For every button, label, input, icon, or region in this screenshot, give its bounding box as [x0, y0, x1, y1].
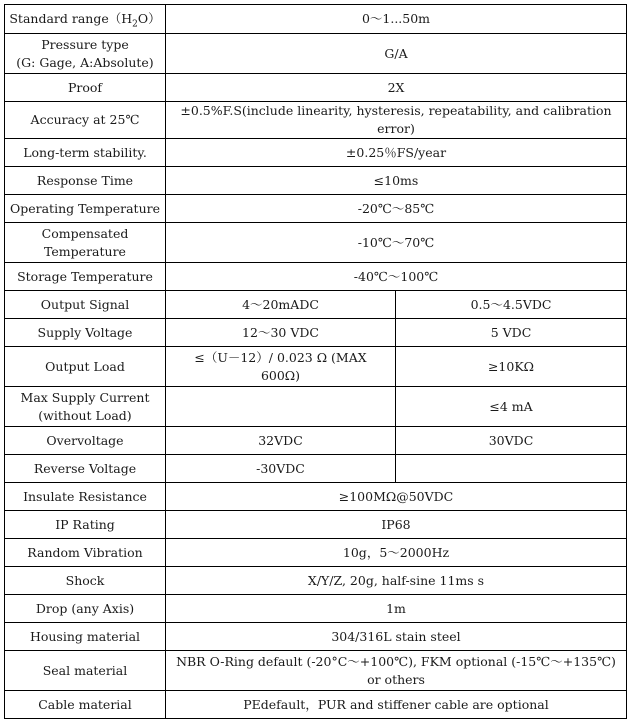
- row-label-cable-material: Cable material: [5, 691, 166, 719]
- row-label-operating-temperature: Operating Temperature: [5, 195, 166, 223]
- row-value-voltage: ≥10KΩ: [396, 347, 627, 387]
- table-row: [5, 34, 627, 74]
- row-value-current: 4～20mADC: [166, 291, 396, 319]
- table-row: [5, 139, 627, 167]
- row-value: -10℃～70℃: [166, 223, 627, 263]
- table-row: [5, 567, 627, 595]
- table-row: [5, 691, 627, 719]
- value-line: ≤（U－12）/ 0.023 Ω (MAX: [194, 349, 367, 365]
- row-value-voltage: 30VDC: [396, 427, 627, 455]
- table-row: [5, 595, 627, 623]
- table-row: [5, 263, 627, 291]
- row-value-voltage: 0.5～4.5VDC: [396, 291, 627, 319]
- row-label-long-term-stability: Long-term stability.: [5, 139, 166, 167]
- row-value: [166, 651, 627, 691]
- label-line: Compensated: [41, 225, 129, 241]
- table-row: [5, 347, 627, 387]
- row-label-compensated-temperature: [5, 223, 166, 263]
- value-line: or others: [367, 671, 425, 687]
- row-label-shock: Shock: [5, 567, 166, 595]
- row-value-voltage: 5 VDC: [396, 319, 627, 347]
- row-label-output-signal: Output Signal: [5, 291, 166, 319]
- row-value: ≤10ms: [166, 167, 627, 195]
- row-label-accuracy: Accuracy at 25℃: [5, 102, 166, 139]
- table-row: [5, 623, 627, 651]
- row-value: 10g，5～2000Hz: [166, 539, 627, 567]
- row-label-housing-material: Housing material: [5, 623, 166, 651]
- row-value: -40℃～100℃: [166, 263, 627, 291]
- table-row: [5, 483, 627, 511]
- row-value-current: 32VDC: [166, 427, 396, 455]
- label-line: (without Load): [38, 407, 132, 423]
- label-line: Pressure type: [41, 36, 129, 52]
- table-row: [5, 539, 627, 567]
- table-row: [5, 5, 627, 34]
- row-value: ±0.5%F.S(include linearity, hysteresis, repeatability, and calibration error): [166, 102, 627, 139]
- row-value: ≥100MΩ@50VDC: [166, 483, 627, 511]
- table-row: [5, 651, 627, 691]
- row-value: 0～1...50m: [166, 5, 627, 34]
- spec-table: [4, 4, 627, 719]
- row-label-random-vibration: Random Vibration: [5, 539, 166, 567]
- row-label-supply-voltage: Supply Voltage: [5, 319, 166, 347]
- label-line: Max Supply Current: [20, 389, 150, 405]
- table-row: [5, 511, 627, 539]
- row-value-current: 12～30 VDC: [166, 319, 396, 347]
- row-label-reverse-voltage: Reverse Voltage: [5, 455, 166, 483]
- row-value-current: -30VDC: [166, 455, 396, 483]
- row-value-current: [166, 387, 396, 427]
- value-line: 600Ω): [260, 367, 301, 383]
- table-row: [5, 291, 627, 319]
- label-line: Temperature: [44, 243, 126, 259]
- row-label-max-supply-current: [5, 387, 166, 427]
- table-row: [5, 167, 627, 195]
- table-row: [5, 387, 627, 427]
- row-value: IP68: [166, 511, 627, 539]
- row-label-response-time: Response Time: [5, 167, 166, 195]
- row-label-pressure-type: [5, 34, 166, 74]
- row-value: 1m: [166, 595, 627, 623]
- row-value-current: [166, 347, 396, 387]
- table-row: [5, 427, 627, 455]
- row-label-drop: Drop (any Axis): [5, 595, 166, 623]
- table-row: [5, 74, 627, 102]
- row-label-standard-range: Standard $range(H_2O)$: [5, 5, 166, 34]
- row-value: 2X: [166, 74, 627, 102]
- label-line: (G: Gage, A:Absolute): [16, 54, 154, 70]
- row-value-voltage: [396, 455, 627, 483]
- row-label-seal-material: Seal material: [5, 651, 166, 691]
- row-label-overvoltage: Overvoltage: [5, 427, 166, 455]
- table-row: [5, 195, 627, 223]
- table-row: [5, 319, 627, 347]
- row-label-storage-temperature: Storage Temperature: [5, 263, 166, 291]
- value-line: NBR O-Ring default (-20°C～+100℃), FKM optional (-15℃～+135℃): [176, 653, 616, 669]
- row-value: ±0.25％FS/year: [166, 139, 627, 167]
- table-row: [5, 102, 627, 139]
- row-label-ip-rating: IP Rating: [5, 511, 166, 539]
- row-value: PEdefault，PUR and stiffener cable are optional: [166, 691, 627, 719]
- row-label-output-load: Output Load: [5, 347, 166, 387]
- row-value-voltage: ≤4 mA: [396, 387, 627, 427]
- table-row: [5, 455, 627, 483]
- row-value: G/A: [166, 34, 627, 74]
- row-label-insulate-resistance: Insulate Resistance: [5, 483, 166, 511]
- row-value: X/Y/Z, 20g, half-sine 11ms s: [166, 567, 627, 595]
- table-row: [5, 223, 627, 263]
- row-value: 304/316L stain steel: [166, 623, 627, 651]
- row-value: -20℃～85℃: [166, 195, 627, 223]
- row-label-proof: Proof: [5, 74, 166, 102]
